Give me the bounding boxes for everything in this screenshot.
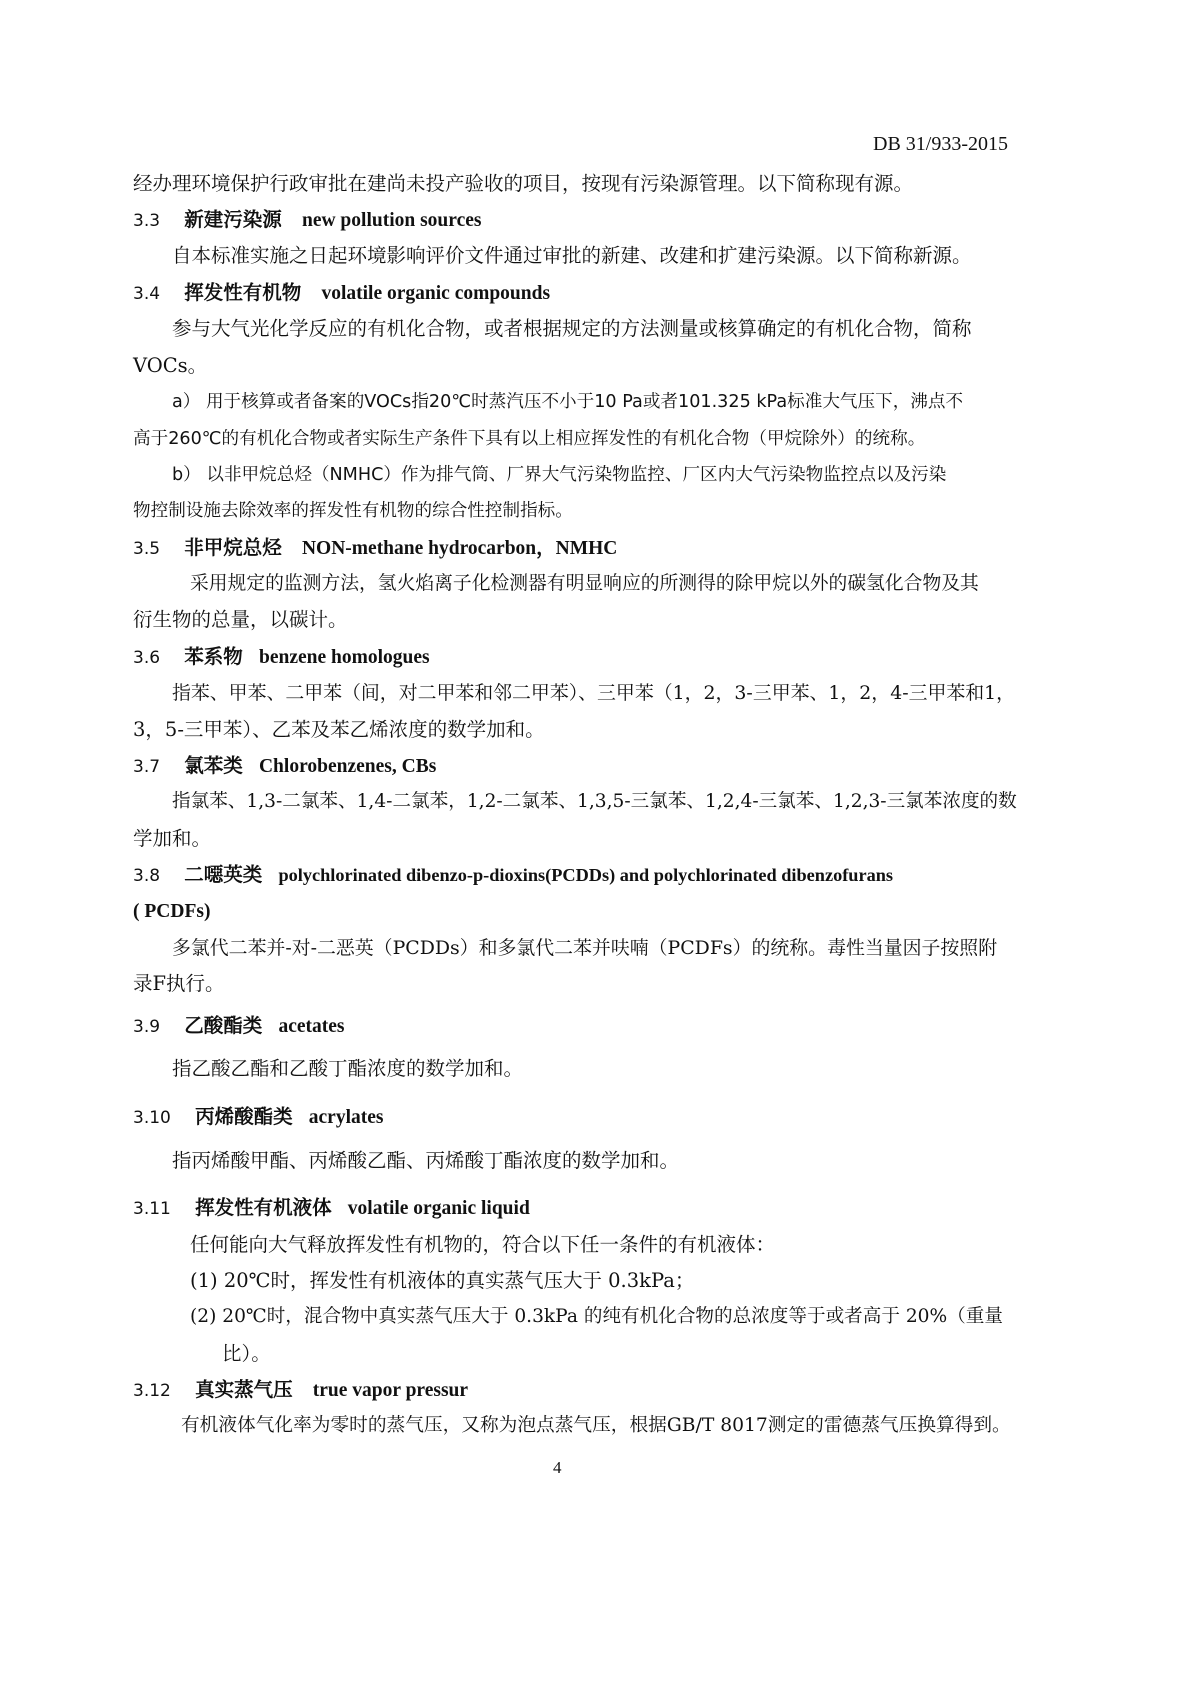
- section-number: 3.3: [133, 211, 161, 231]
- section-number: 3.9: [133, 1017, 161, 1037]
- paragraph-continued: 经办理环境保护行政审批在建尚未投产验收的项目，按现有污染源管理。以下简称现有源。: [133, 172, 914, 195]
- term-chinese: 氯苯类: [184, 754, 243, 777]
- term-english: volatile organic liquid: [347, 1198, 530, 1219]
- list-item-b-cont: 物控制设施去除效率的挥发性有机物的综合性控制指标。: [133, 501, 573, 521]
- term-chinese: 真实蒸气压: [195, 1378, 293, 1401]
- term-chinese: 二噁英类: [184, 863, 263, 886]
- section-number: 3.11: [133, 1199, 171, 1219]
- term-english-cont: ( PCDFs): [133, 901, 211, 922]
- section-heading: [133, 536, 617, 561]
- term-english: acetates: [278, 1016, 345, 1037]
- section-number: 3.7: [133, 757, 161, 777]
- section-heading: [133, 1196, 530, 1221]
- section-heading: [133, 281, 550, 306]
- term-chinese: 非甲烷总烃: [184, 536, 282, 559]
- page-number: 4: [553, 1458, 562, 1477]
- term-english: volatile organic compounds: [321, 283, 551, 304]
- section-heading: [133, 645, 430, 670]
- standard-number: DB 31/933-2015: [873, 133, 1008, 155]
- section-number: 3.5: [133, 539, 161, 559]
- definition-text: 学加和。: [133, 827, 212, 850]
- definition-text: 采用规定的监测方法，氢火焰离子化检测器有明显响应的所测得的除甲烷以外的碳氢化合物及其: [190, 573, 979, 594]
- list-item-b: b） 以非甲烷总烃（NMHC）作为排气筒、厂界大气污染物监控、厂区内大气污染物监控点以及污染: [172, 465, 947, 485]
- definition-text: 指苯、甲苯、二甲苯（间，对二甲苯和邻二甲苯）、三甲苯（1，2，3-三甲苯、1，2，4-三甲苯和1，: [172, 682, 1016, 704]
- definition-text: 指氯苯、1,3-二氯苯、1,4-二氯苯，1,2-二氯苯、1,3,5-三氯苯、1,2,4-三氯苯、1,2,3-三氯苯浓度的数: [172, 791, 1017, 812]
- definition-text: 有机液体气化率为零时的蒸气压，又称为泡点蒸气压，根据GB/T 8017测定的雷德蒸气压换算得到。: [181, 1415, 1011, 1436]
- section-number: 3.4: [133, 284, 161, 304]
- condition-item-2-cont: 比）。: [222, 1342, 271, 1365]
- section-heading: [133, 208, 481, 233]
- condition-item-1: (1) 20℃时，挥发性有机液体的真实蒸气压大于 0.3kPa；: [190, 1269, 695, 1292]
- term-chinese: 挥发性有机物: [184, 281, 302, 304]
- definition-text: VOCs。: [133, 354, 208, 377]
- section-number: 3.12: [133, 1381, 171, 1401]
- list-item-a: a） 用于核算或者备案的VOCs指20℃时蒸汽压不小于10 Pa或者101.325 kPa标准大气压下，沸点不: [172, 392, 964, 412]
- condition-item-2: (2) 20℃时，混合物中真实蒸气压大于 0.3kPa 的纯有机化合物的总浓度等于或者高于 20%（重量: [190, 1306, 1003, 1327]
- definition-text: 3，5-三甲苯）、乙苯及苯乙烯浓度的数学加和。: [133, 718, 545, 741]
- definition-text: 自本标准实施之日起环境影响评价文件通过审批的新建、改建和扩建污染源。以下简称新源。: [172, 244, 972, 267]
- definition-text: 指乙酸乙酯和乙酸丁酯浓度的数学加和。: [172, 1057, 524, 1080]
- term-chinese: 挥发性有机液体: [195, 1196, 332, 1219]
- list-item-a-cont: 高于260℃的有机化合物或者实际生产条件下具有以上相应挥发性的有机化合物（甲烷除外）的统称。: [133, 429, 926, 449]
- section-heading: [133, 1014, 345, 1039]
- section-heading: [133, 1105, 384, 1130]
- term-chinese: 乙酸酯类: [184, 1014, 263, 1037]
- term-chinese: 苯系物: [184, 645, 243, 668]
- section-heading: [133, 754, 436, 779]
- section-heading: [133, 1378, 468, 1403]
- term-english: Chlorobenzenes, CBs: [258, 756, 437, 777]
- term-english: true vapor pressur: [312, 1380, 469, 1401]
- definition-text: 参与大气光化学反应的有机化合物，或者根据规定的方法测量或核算确定的有机化合物，简称: [172, 317, 972, 340]
- section-heading: [133, 863, 893, 888]
- term-english: new pollution sources: [301, 210, 482, 231]
- section-number: 3.6: [133, 648, 161, 668]
- definition-text: 指丙烯酸甲酯、丙烯酸乙酯、丙烯酸丁酯浓度的数学加和。: [172, 1149, 680, 1172]
- definition-text: 多氯代二苯并-对-二恶英（PCDDs）和多氯代二苯并呋喃（PCDFs）的统称。毒性当量因子按照附: [172, 937, 998, 959]
- section-number: 3.10: [133, 1108, 171, 1128]
- term-english: polychlorinated dibenzo-p-dioxins(PCDDs) and polychlorinated dibenzofurans: [278, 865, 894, 885]
- section-number: 3.8: [133, 866, 161, 886]
- definition-text: 录F执行。: [133, 972, 225, 995]
- definition-text: 任何能向大气释放挥发性有机物的，符合以下任一条件的有机液体：: [190, 1233, 776, 1256]
- term-chinese: 新建污染源: [184, 208, 282, 231]
- term-english: acrylates: [308, 1107, 384, 1128]
- term-chinese: 丙烯酸酯类: [195, 1105, 293, 1128]
- term-english: NON-methane hydrocarbon，NMHC: [301, 538, 618, 559]
- definition-text: 衍生物的总量，以碳计。: [133, 608, 348, 631]
- term-english: benzene homologues: [258, 647, 430, 668]
